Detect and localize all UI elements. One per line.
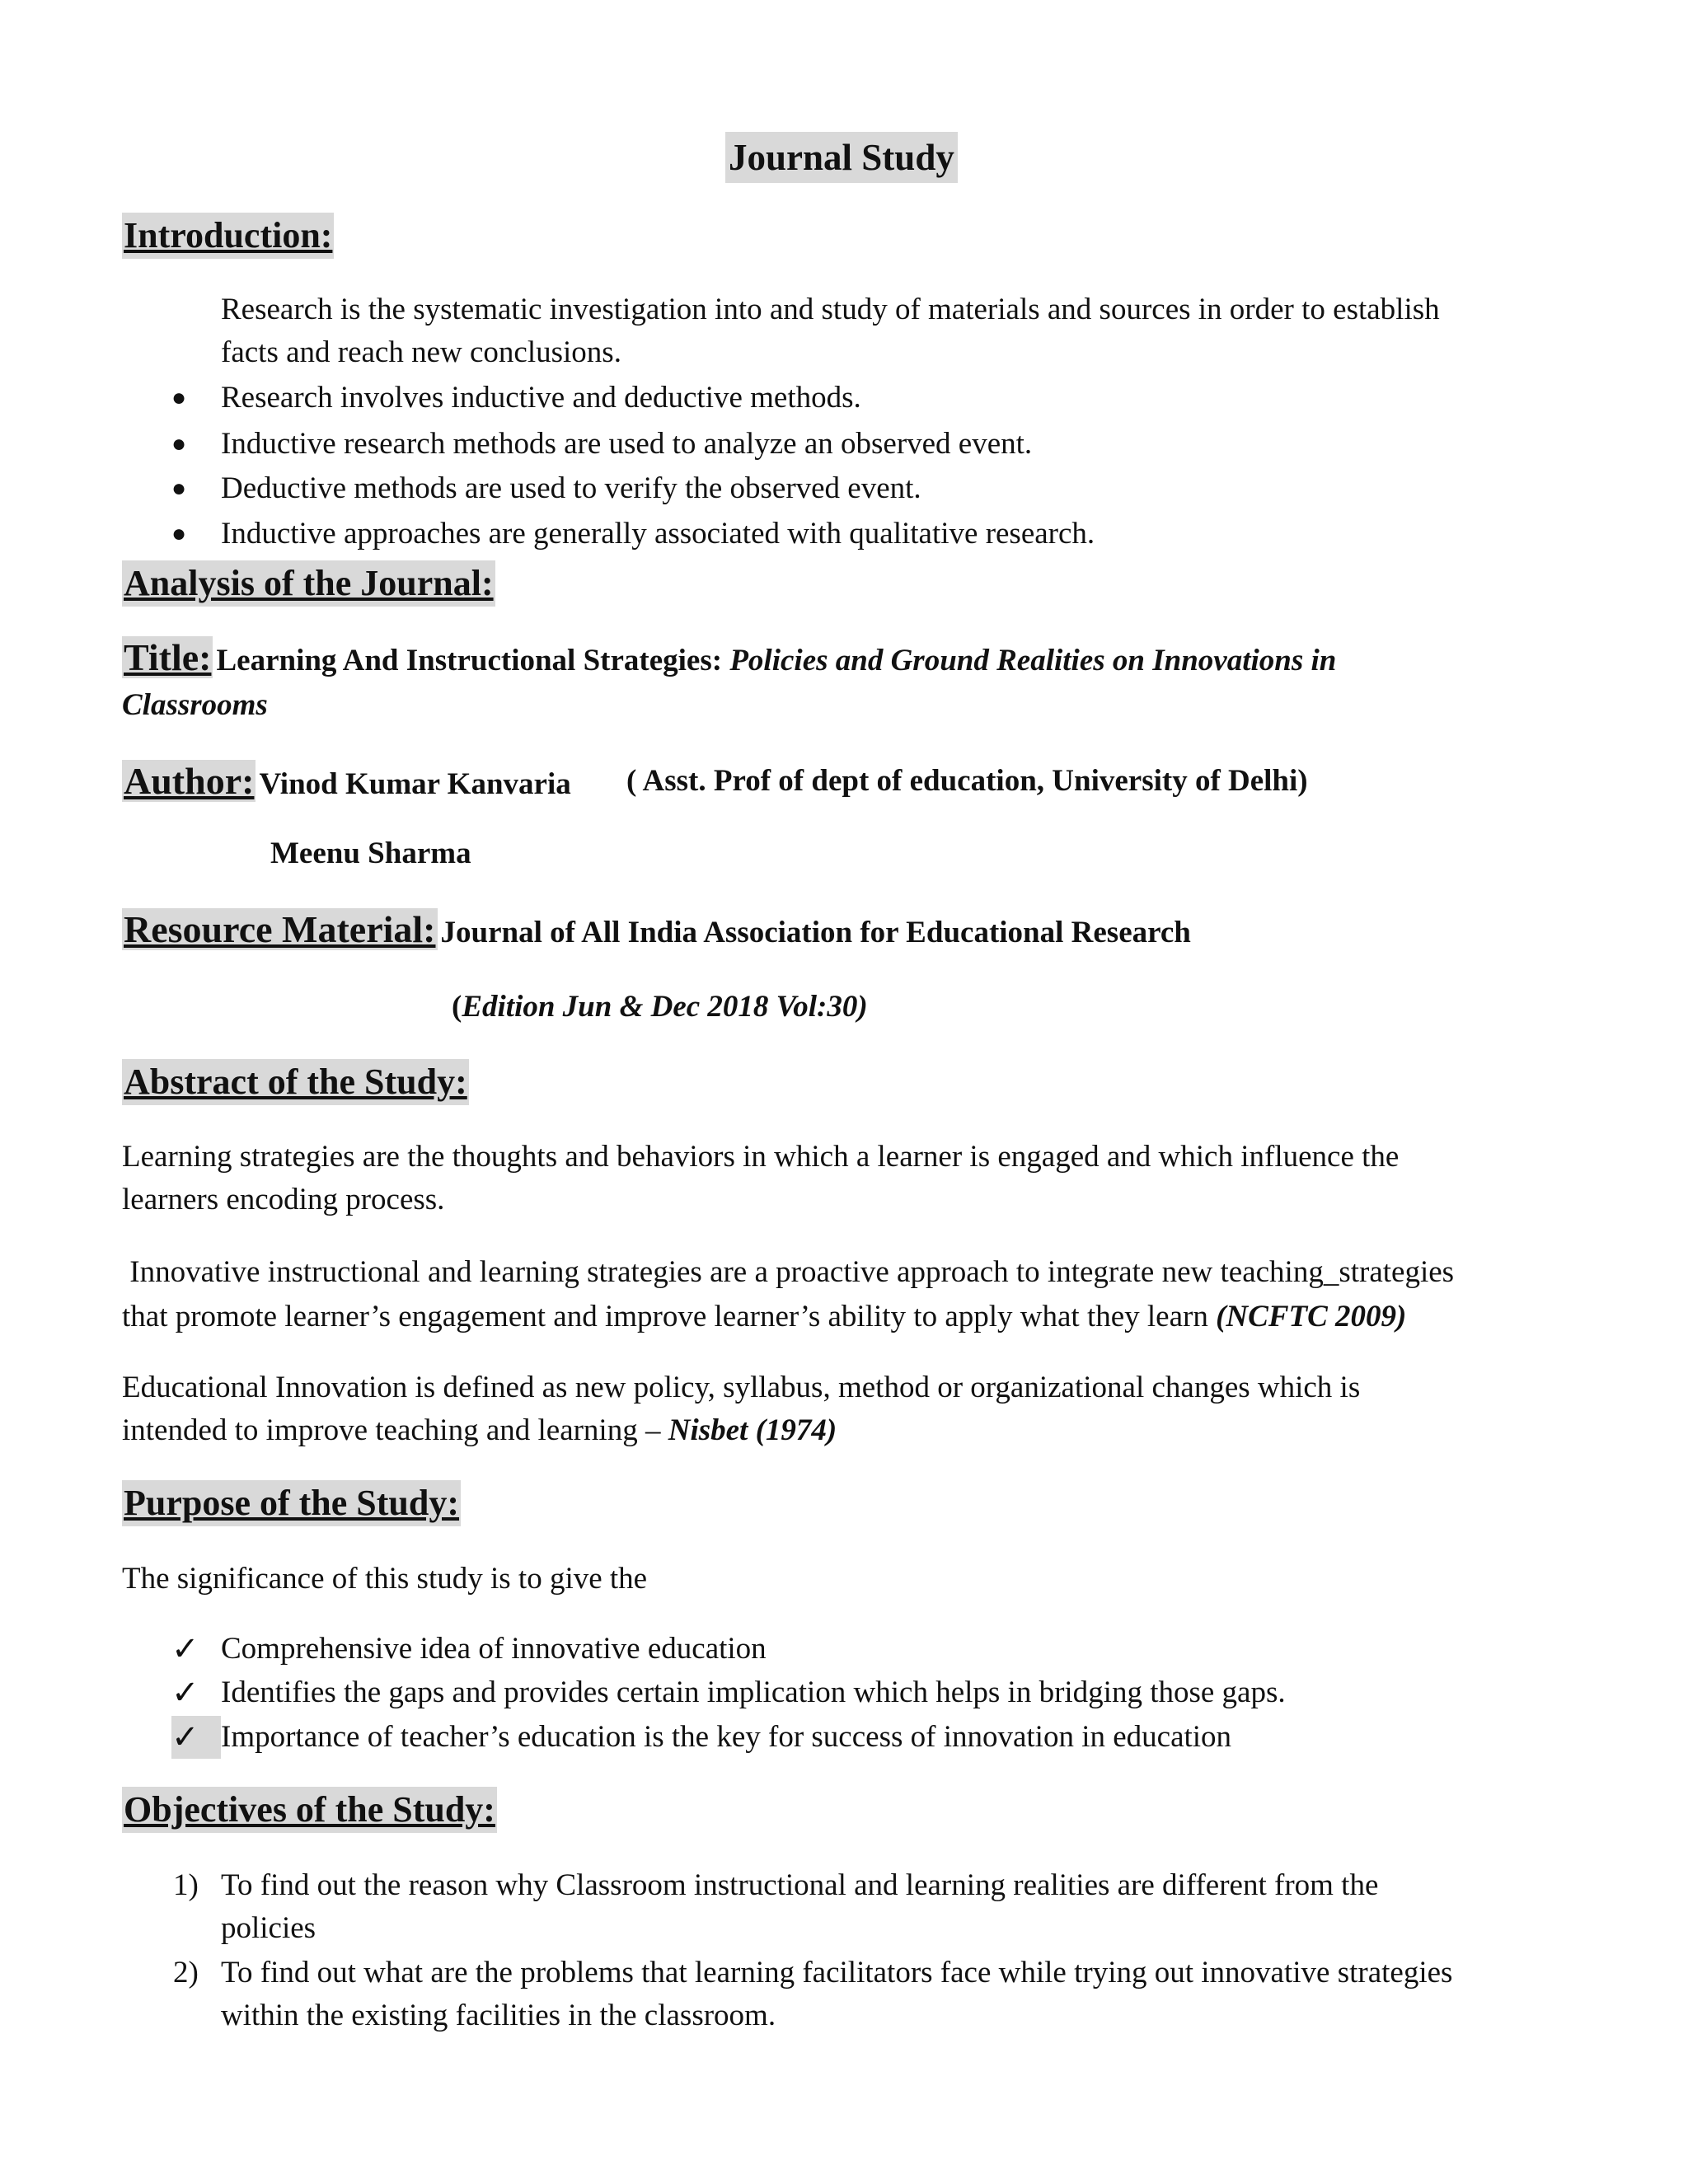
analysis-heading: Analysis of the Journal: [122, 560, 495, 607]
intro-lead-line-2: facts and reach new conclusions. [221, 335, 621, 369]
journal-title-italic-cont: Classrooms [122, 688, 268, 722]
intro-bullet-3: Deductive methods are used to verify the observed event. [221, 471, 921, 505]
intro-lead-line-1: Research is the systematic investigation into and study of materials and sources in order to establish [221, 293, 1440, 326]
intro-bullet-4: Inductive approaches are generally associated with qualitative research. [221, 517, 1095, 551]
bullet-icon: ● [171, 475, 187, 502]
objective-number: 1) [173, 1868, 199, 1902]
edition-line [452, 986, 868, 1034]
purpose-item-1: Comprehensive idea of innovative education [221, 1632, 767, 1666]
author-label: Author: [124, 760, 255, 802]
abstract-heading: Abstract of the Study: [122, 1059, 469, 1105]
checkmark-icon: ✓ [171, 1716, 221, 1759]
abstract-p3-text: intended to improve teaching and learning – [122, 1413, 668, 1447]
abstract-p2-line-1: Innovative instructional and learning strategies are a proactive approach to integrate new teaching_strategies [122, 1255, 1455, 1289]
purpose-intro: The significance of this study is to give the [122, 1562, 648, 1596]
edition-text: Edition Jun & Dec 2018 Vol:30) [462, 990, 868, 1024]
purpose-item-3: Importance of teacher’s education is the key for success of innovation in education [221, 1720, 1232, 1754]
objective-2-line-2: within the existing facilities in the classroom. [221, 1999, 776, 2032]
bullet-icon: ● [171, 430, 187, 457]
checkmark-icon: ✓ [171, 1674, 199, 1711]
journal-title-italic: Policies and Ground Realities on Innovations in [729, 644, 1337, 677]
page-title: Journal Study [725, 132, 958, 183]
abstract-p2-text: that promote learner’s engagement and improve learner’s ability to apply what they learn [122, 1300, 1217, 1333]
bullet-icon: ● [171, 384, 187, 411]
intro-bullet-2: Inductive research methods are used to analyze an observed event. [221, 427, 1033, 461]
objective-number: 2) [173, 1956, 199, 1990]
abstract-p2-line-2 [122, 1296, 1406, 1338]
introduction-heading: Introduction: [122, 213, 334, 259]
objectives-heading: Objectives of the Study: [122, 1787, 497, 1833]
resource-line [122, 907, 1191, 962]
bullet-icon: ● [171, 520, 187, 547]
abstract-p3-line-2 [122, 1409, 837, 1452]
author-1: Vinod Kumar Kanvaria [259, 767, 571, 801]
resource-label: Resource Material: [124, 908, 436, 950]
journal-title-line [122, 635, 1336, 690]
citation-nisbet: Nisbet (1974) [668, 1413, 837, 1447]
abstract-p3-line-1: Educational Innovation is defined as new policy, syllabus, method or organizational changes which is [122, 1371, 1361, 1404]
title-label: Title: [124, 636, 212, 678]
abstract-p1-line-2: learners encoding process. [122, 1183, 445, 1216]
edition-open: ( [452, 990, 462, 1024]
purpose-item-2: Identifies the gaps and provides certain implication which helps in bridging those gaps. [221, 1675, 1286, 1709]
abstract-p1-line-1: Learning strategies are the thoughts and behaviors in which a learner is engaged and which influence the [122, 1140, 1400, 1174]
author-line [122, 758, 571, 813]
citation-ncftc: (NCFTC 2009) [1216, 1300, 1407, 1333]
journal-title-main: Learning And Instructional Strategies: [216, 644, 730, 677]
objective-1-line-1: To find out the reason why Classroom instructional and learning realities are different from the [221, 1868, 1379, 1902]
resource-value: Journal of All India Association for Educational Research [440, 916, 1191, 949]
purpose-heading: Purpose of the Study: [122, 1480, 461, 1526]
objective-2-line-1: To find out what are the problems that learning facilitators face while trying out innovative strategies [221, 1956, 1453, 1990]
author-1-affiliation: ( Asst. Prof of dept of education, University of Delhi) [626, 764, 1308, 798]
objective-1-line-2: policies [221, 1911, 316, 1945]
intro-bullet-1: Research involves inductive and deductive methods. [221, 381, 861, 415]
checkmark-icon: ✓ [171, 1630, 199, 1667]
author-2: Meenu Sharma [270, 837, 471, 870]
